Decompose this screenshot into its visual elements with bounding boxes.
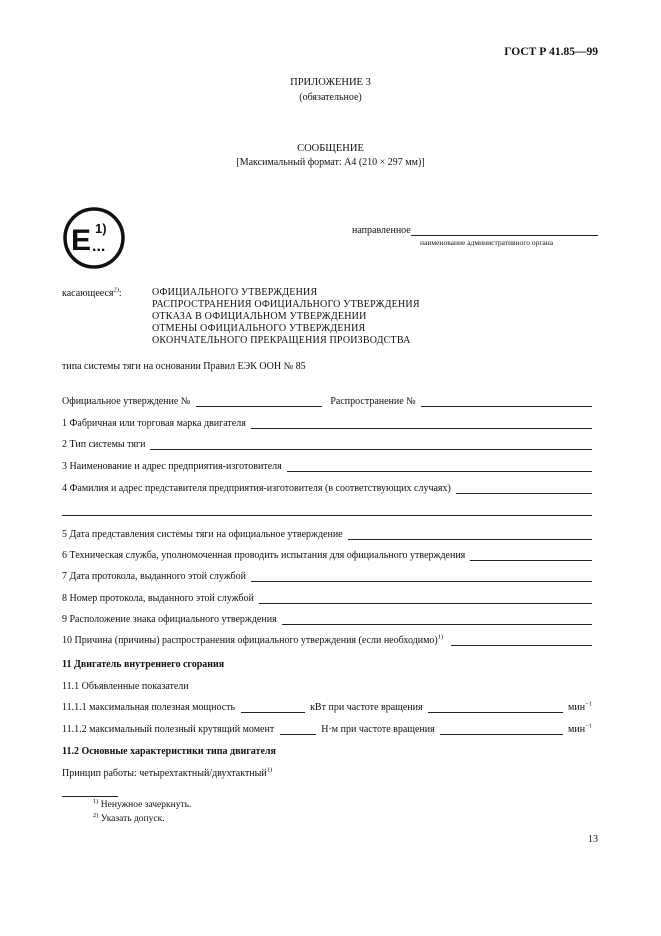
extension-number-field[interactable] [421, 397, 592, 407]
kind-item[interactable]: РАСПРОСТРАНЕНИЯ ОФИЦИАЛЬНОГО УТВЕРЖДЕНИЯ [152, 299, 420, 310]
item-row [62, 439, 592, 450]
item-row [62, 461, 592, 472]
item-field[interactable] [287, 462, 592, 472]
item-field[interactable] [150, 440, 592, 450]
power-speed-field[interactable] [428, 703, 563, 713]
item-extra-line[interactable] [62, 506, 592, 516]
approval-number-field[interactable] [196, 397, 322, 407]
kind-item[interactable]: ОТМЕНЫ ОФИЦИАЛЬНОГО УТВЕРЖДЕНИЯ [152, 323, 366, 334]
footnote-separator [62, 796, 118, 797]
torque-field[interactable] [280, 725, 316, 735]
footnote: $^{2)}$ Указать допуск. [93, 811, 165, 824]
item-field[interactable] [251, 572, 592, 582]
torque-row [62, 724, 592, 735]
power-field[interactable] [241, 703, 305, 713]
section-11-2-title: 11.2 Основные характеристики типа двигателя [62, 746, 276, 757]
item-label: 5 Дата представления системы тяги на официальное утверждение [62, 529, 343, 540]
addressee-field[interactable] [411, 226, 598, 236]
item-label: 9 Расположение знака официального утверждения [62, 614, 277, 625]
kind-item[interactable]: ОКОНЧАТЕЛЬНОГО ПРЕКРАЩЕНИЯ ПРОИЗВОДСТВА [152, 335, 411, 346]
item-label: 2 Тип системы тяги [62, 439, 146, 450]
item-label: 7 Дата протокола, выданного этой службой [62, 571, 246, 582]
power-label: 11.1.1 максимальная полезная мощность [62, 702, 236, 713]
concerning-kinds [152, 287, 420, 347]
item-row [62, 550, 592, 561]
item-row [62, 571, 592, 582]
concerning-label: касающееся$^{2)}$: [62, 286, 122, 299]
item-label: 1 Фабричная или торговая марка двигателя [62, 418, 246, 429]
approval-mark-icon [62, 206, 126, 270]
addressee-row [352, 225, 598, 236]
addressee-caption: наименование административного органа [420, 238, 554, 247]
item-field[interactable] [251, 419, 592, 429]
item-label: 10 Причина (причины) распространения официального утверждения (если необходимо)$^{1)}$ [62, 633, 444, 646]
item-field[interactable] [456, 484, 592, 494]
approval-label: Официальное утверждение № [62, 396, 191, 407]
item-row [62, 614, 592, 625]
item-field[interactable] [259, 594, 592, 604]
item-label: 6 Техническая служба, уполномоченная проводить испытания для официального утверждения [62, 550, 466, 561]
torque-speed-field[interactable] [440, 725, 563, 735]
kind-item[interactable]: ОФИЦИАЛЬНОГО УТВЕРЖДЕНИЯ [152, 287, 318, 298]
section-11-title: 11 Двигатель внутреннего сгорания [62, 659, 225, 670]
standard-code: ГОСТ Р 41.85—99 [504, 46, 598, 58]
torque-speed-unit: мин$^{-1}$ [568, 722, 592, 735]
item-field[interactable] [282, 615, 592, 625]
message-format: [Максимальный формат: А4 (210 × 297 мм)] [236, 157, 425, 168]
emark-letter: E [71, 224, 92, 257]
kind-item[interactable]: ОТКАЗА В ОФИЦИАЛЬНОМ УТВЕРЖДЕНИИ [152, 311, 367, 322]
item-field[interactable] [451, 636, 592, 646]
item-row [62, 593, 592, 604]
power-speed-unit: мин$^{-1}$ [568, 700, 592, 713]
message-title: СООБЩЕНИЕ [297, 143, 364, 154]
item-row [62, 635, 592, 646]
emark-dots: ... [92, 238, 106, 255]
extension-label: Распространение № [330, 396, 416, 407]
item-label: 3 Наименование и адрес предприятия-изготовителя [62, 461, 282, 472]
power-row [62, 702, 592, 713]
power-unit: кВт при частоте вращения [310, 702, 423, 713]
page-number: 13 [588, 834, 598, 845]
approval-row [62, 396, 592, 407]
item-label: 4 Фамилия и адрес представителя предприятия-изготовителя (в соответствующих случаях) [62, 483, 451, 494]
item-field[interactable] [348, 530, 592, 540]
emark-note: 1) [95, 221, 107, 236]
item-row [62, 483, 592, 494]
item-field[interactable] [470, 551, 592, 561]
basis-text: типа системы тяги на основании Правил ЕЭК ООН № 85 [62, 361, 306, 372]
item-row [62, 418, 592, 429]
item-label: 8 Номер протокола, выданного этой службой [62, 593, 254, 604]
torque-label: 11.1.2 максимальный полезный крутящий момент [62, 724, 275, 735]
footnote: $^{1)}$ Ненужное зачеркнуть. [93, 797, 192, 810]
annex-title: ПРИЛОЖЕНИЕ 3 [290, 77, 371, 88]
annex-status: (обязательное) [299, 92, 362, 103]
item-row [62, 529, 592, 540]
principle-text: Принцип работы: четырехтактный/двухтактный$^{1)}$ [62, 766, 273, 779]
item-11-1: 11.1 Объявленные показатели [62, 681, 189, 692]
addressee-label: направленное [352, 225, 411, 236]
torque-unit: Н·м при частоте вращения [321, 724, 435, 735]
